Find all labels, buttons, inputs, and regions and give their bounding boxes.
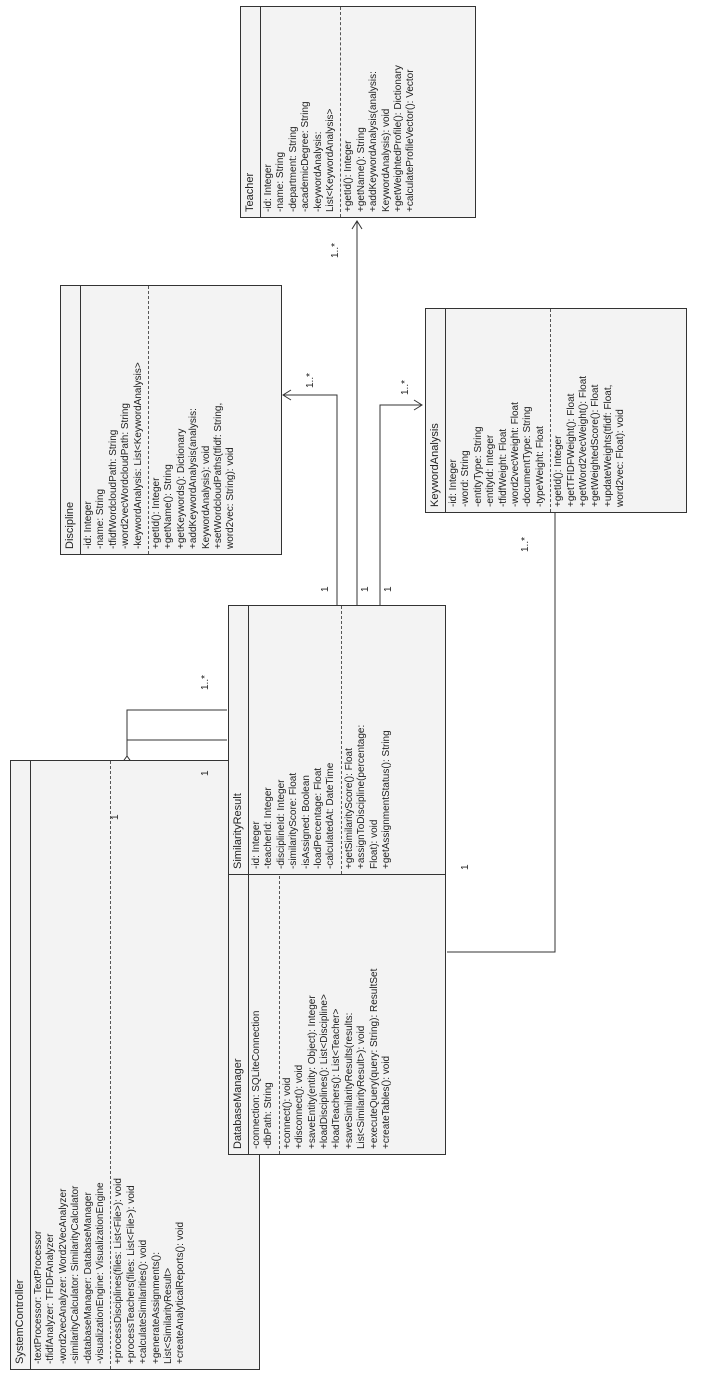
operations — [551, 309, 630, 512]
member-line: -visualizationEngine: VisualizationEngine — [95, 1182, 107, 1364]
member-line: +getId(): Integer — [343, 140, 355, 212]
member-line: -id: Integer — [251, 821, 262, 869]
class-name: SystemController — [11, 761, 31, 1369]
class-keyword-analysis[interactable] — [425, 308, 687, 513]
member-line: +loadTeachers(): List<Teacher> — [331, 1008, 343, 1149]
member-line: -databaseManager: DatabaseManager — [82, 1192, 94, 1364]
member-line: -id: Integer — [448, 459, 459, 507]
member-line: Float): void — [368, 819, 380, 869]
member-line: +calculateSimilarities(): void — [138, 1239, 150, 1364]
member-line: -tfidfWordcloudPath: String — [107, 429, 119, 549]
attributes — [31, 761, 111, 1369]
member-line: -name: String — [95, 488, 107, 549]
attributes — [446, 309, 551, 512]
attributes — [261, 7, 341, 217]
member-line: -entityId: Integer — [485, 434, 497, 507]
member-line: -dbPath: String — [263, 1082, 275, 1149]
operations — [111, 761, 190, 1369]
member-line: +assignToDiscipline(percentage: — [356, 724, 368, 869]
class-discipline[interactable] — [60, 285, 282, 555]
member-line: +getKeywords(): Dictionary — [175, 428, 187, 549]
member-line: +addKeywordAnalysis(analysis: — [368, 71, 380, 212]
class-system-controller[interactable] — [10, 760, 260, 1370]
member-line: -department: String — [287, 126, 299, 212]
member-line: -documentType: String — [522, 406, 534, 507]
member-line: -similarityScore: Float — [288, 772, 300, 869]
member-line: +getWeightedScore(): Float — [590, 384, 602, 507]
member-line: List<SimilarityResult> — [163, 1267, 175, 1364]
class-name: DatabaseManager — [229, 766, 249, 1154]
class-name: KeywordAnalysis — [426, 309, 446, 512]
member-line: -connection: SQLiteConnection — [251, 1010, 262, 1149]
assoc-controller-database — [127, 740, 227, 760]
member-line: -loadPercentage: Float — [313, 767, 325, 869]
class-name: Teacher — [241, 7, 261, 217]
member-line: +getId(): Integer — [151, 477, 163, 549]
member-line: +getSimilarityScore(): Float — [343, 748, 355, 869]
member-line: -entityType: String — [472, 426, 484, 507]
assoc-sim-discipline — [283, 395, 337, 605]
member-line: +processDisciplines(files: List<File>): void — [113, 1178, 125, 1364]
operations — [341, 7, 420, 217]
multiplicity-label: 1..* — [400, 379, 411, 395]
member-line: -academicDegree: String — [300, 101, 312, 212]
assoc-sim-keyword — [380, 405, 422, 605]
attributes — [81, 286, 149, 554]
member-line: +loadDisciplines(): List<Discipline> — [319, 994, 331, 1149]
member-line: -teacherId: Integer — [263, 787, 275, 869]
class-name: Discipline — [61, 286, 81, 554]
class-teacher[interactable] — [240, 6, 476, 218]
operations — [342, 606, 397, 874]
member-line: List<SimilarityResult>): void — [356, 1025, 368, 1149]
assoc-database-keyword — [447, 513, 555, 952]
member-line: +saveSimilarityResults(results: — [343, 1012, 355, 1149]
member-line: +addKeywordAnalysis(analysis: — [188, 408, 200, 549]
member-line: +connect(): void — [281, 1077, 293, 1149]
class-name: SimilarityResult — [229, 606, 249, 874]
member-line: +setWordcloudPaths(tfidf: String, — [213, 402, 225, 549]
member-line: +getWord2VecWeight(): Float — [578, 375, 590, 507]
member-line: -name: String — [275, 151, 287, 212]
multiplicity-label: 1 — [360, 586, 371, 592]
member-line: +getAssignmentStatus(): String — [381, 730, 393, 869]
member-line: -tfidfWeight: Float — [497, 428, 509, 507]
member-line: KeywordAnalysis): void — [380, 108, 392, 212]
member-line: +createTables(): void — [381, 1055, 393, 1149]
assoc-controller-similarity — [127, 710, 227, 740]
multiplicity-label: 1 — [460, 864, 471, 870]
member-line: +getName(): String — [163, 464, 175, 549]
multiplicity-label: 1 — [200, 770, 211, 776]
member-line: +createAnalyticalReports(): void — [175, 1221, 187, 1364]
member-line: -keywordAnalysis: List<KeywordAnalysis> — [132, 362, 144, 549]
member-line: +processTeachers(files: List<File>): void — [125, 1185, 137, 1364]
member-line: +disconnect(): void — [294, 1064, 306, 1149]
member-line: +getName(): String — [355, 127, 367, 212]
multiplicity-label: 1..* — [305, 372, 316, 388]
member-line: -word: String — [460, 450, 472, 507]
member-line: -word2vecWeight: Float — [510, 402, 522, 507]
member-line: +getTFIDFWeight(): Float — [565, 393, 577, 507]
member-line: -tfidfAnalyzer: TFIDFAnalyzer — [45, 1233, 57, 1364]
member-line: +calculateProfileVector(): Vector — [405, 69, 417, 212]
class-similarity-result[interactable] — [228, 605, 446, 875]
member-line: -textProcessor: TextProcessor — [33, 1230, 44, 1364]
member-line: +saveEntity(entity: Object): Integer — [306, 995, 318, 1149]
member-line: -word2vecWordcloudPath: String — [120, 403, 132, 549]
member-line: List<KeywordAnalysis> — [325, 108, 337, 212]
member-line: word2vec: Float): void — [615, 409, 627, 507]
member-line: -id: Integer — [83, 501, 94, 549]
member-line: -word2vecAnalyzer: Word2VecAnalyzer — [57, 1188, 69, 1364]
member-line: -similarityCalculator: SimilarityCalculator — [70, 1185, 82, 1364]
member-line: -id: Integer — [263, 164, 274, 212]
multiplicity-label: 1..* — [200, 674, 211, 690]
multiplicity-label: 1..* — [520, 536, 531, 552]
member-line: -keywordAnalysis: — [312, 131, 324, 212]
member-line: +getWeightedProfile(): Dictionary — [393, 65, 405, 212]
multiplicity-label: 1 — [383, 586, 394, 592]
operations — [149, 286, 241, 554]
member-line: +getId(): Integer — [553, 435, 565, 507]
member-line: KeywordAnalysis): void — [200, 445, 212, 549]
member-line: -isAssigned: Boolean — [300, 775, 312, 869]
member-line: +updateWeights(tfidf: Float, — [602, 384, 614, 507]
multiplicity-label: 1 — [320, 586, 331, 592]
member-line: -typeWeight: Float — [534, 426, 546, 507]
multiplicity-label: 1 — [110, 814, 121, 820]
member-line: -disciplineId: Integer — [275, 779, 287, 869]
multiplicity-label: 1..* — [330, 242, 341, 258]
member-line: word2vec: String): void — [225, 447, 237, 549]
member-line: +generateAssignments(): — [150, 1251, 162, 1364]
member-line: +executeQuery(query: String): ResultSet — [368, 968, 380, 1149]
member-line: -calculatedAt: DateTime — [325, 762, 337, 869]
attributes — [249, 606, 342, 874]
